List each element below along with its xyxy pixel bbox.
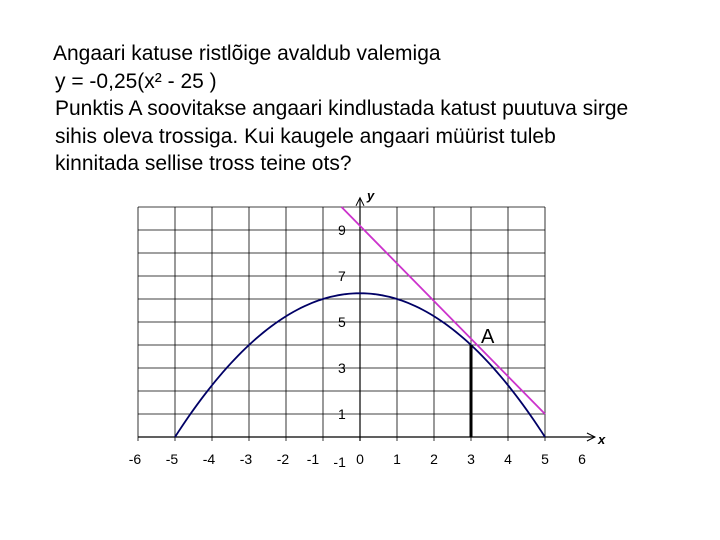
x-tick-label: 3 [467, 451, 475, 467]
x-tick-label: -3 [239, 451, 253, 467]
y-tick-label-minus-one: -1 [333, 454, 346, 470]
y-tick-label: 3 [338, 360, 346, 376]
x-axis-label: x [597, 432, 606, 447]
x-tick-label: -6 [128, 451, 142, 467]
x-tick-label: 0 [356, 451, 364, 467]
problem-line-2: y = -0,25(x² - 25 ) [55, 69, 217, 93]
y-tick-label: 7 [338, 268, 346, 284]
problem-line-3: Punktis A soovitakse angaari kindlustada katust puutuva sirge [55, 97, 629, 120]
x-tick-label: 6 [578, 451, 586, 467]
y-tick-label: 9 [338, 222, 346, 238]
x-tick-label: -5 [165, 451, 179, 467]
problem-line-4: sihis oleva trossiga. Kui kaugele angaari müürist tuleb [55, 124, 556, 148]
tangent-line [342, 207, 546, 414]
y-axis-label: y [367, 187, 375, 203]
point-a-label: A [481, 326, 495, 348]
y-tick-label: 5 [338, 314, 346, 330]
tick-labels [129, 222, 586, 470]
x-tick-label: 5 [541, 451, 549, 467]
axes [138, 188, 606, 447]
x-tick-label: -1 [306, 451, 320, 467]
x-tick-label: -2 [276, 451, 290, 467]
problem-line-5: kinnitada sellise tross teine ots? [55, 152, 352, 175]
x-tick-label: -4 [202, 451, 216, 467]
y-tick-label: 1 [338, 406, 346, 422]
problem-line-1: Angaari katuse ristlõige avaldub valemiga [53, 42, 441, 65]
x-tick-label: 1 [393, 451, 401, 467]
x-tick-label: 2 [430, 451, 438, 467]
x-tick-label: 4 [504, 451, 512, 467]
